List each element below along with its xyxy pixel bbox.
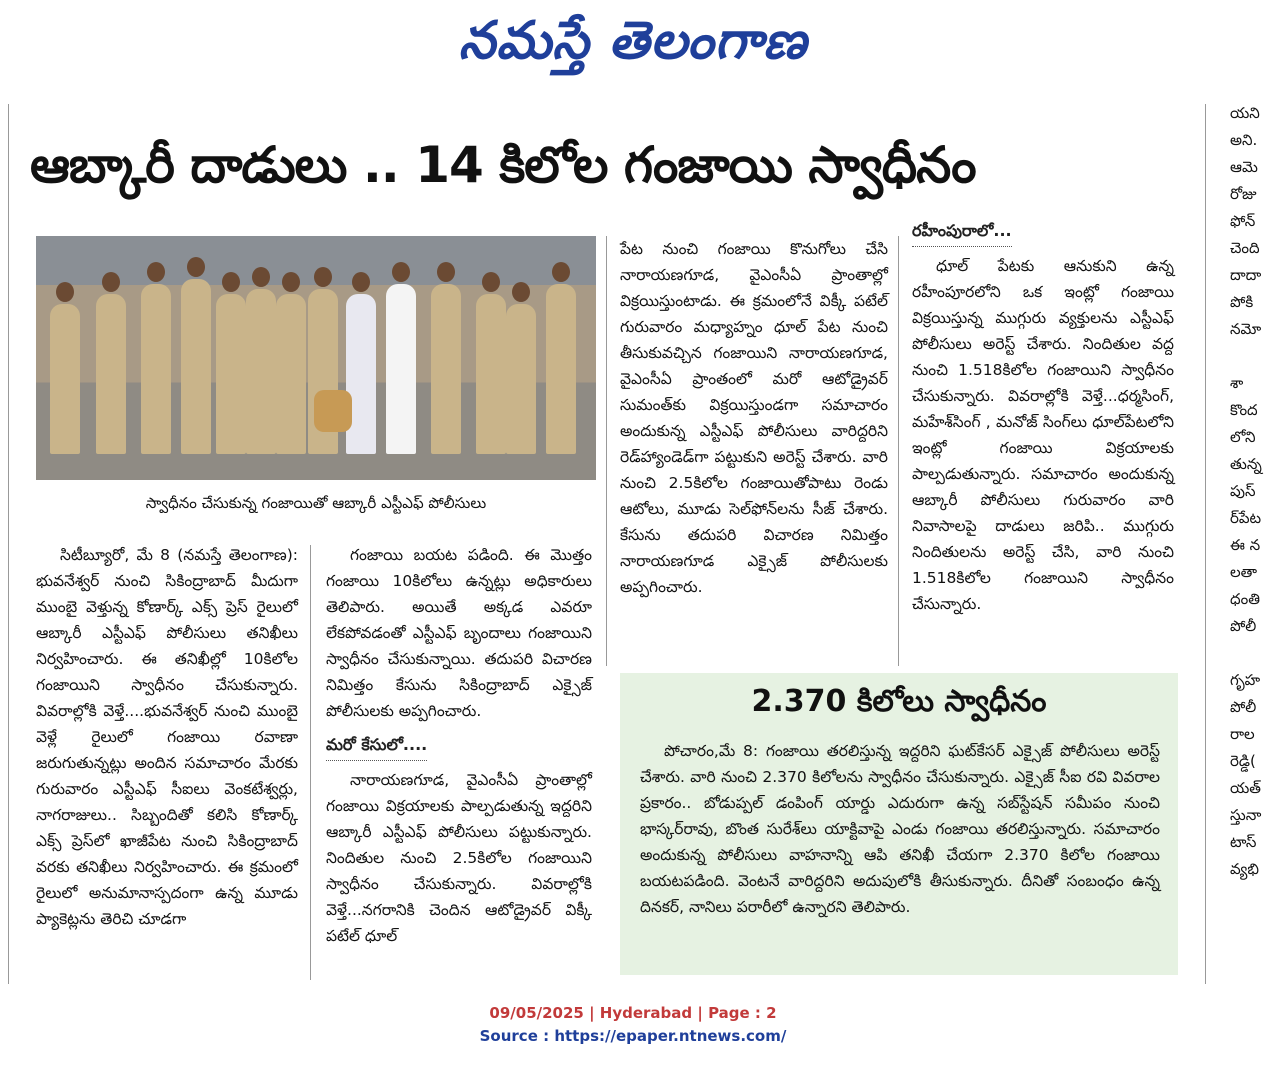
edge-fragment: పుస్	[1230, 482, 1256, 500]
footer-source-line: Source : https://epaper.ntnews.com/	[479, 1027, 787, 1045]
column-2-text-a: గంజాయి బయట పడింది. ఈ మొత్తం గంజాయి 10కిలోలు ఉన్నట్లు అధికారులు తెలిపారు. అయితే అక్కడ ఎవరూ లేకపోవడంతో ఎస్టీఎఫ్ బృందాలు గంజాయిని స్వాధీనం చేసుకున్నాయి. తదుపరి విచారణ నిమిత్తం కేసును సికింద్రాబాద్ ఎక్సైజ్ పోలీసులకు అప్పగించారు.	[326, 546, 592, 720]
edge-fragment: యత్	[1230, 779, 1261, 797]
box-body	[640, 738, 1160, 920]
edge-fragment: శా	[1230, 374, 1244, 392]
edge-fragment: గృహ	[1230, 671, 1261, 689]
box-title: 2.370 కిలోలు స్వాధీనం	[751, 684, 1047, 719]
column-4-text: ధూల్ పేటకు ఆనుకుని ఉన్న రహీంపూరలోని ఒక ఇంట్లో గంజాయి విక్రయిస్తున్న ముగ్గురు వ్యక్తులను ఎస్టీఎఫ్ పోలీసులు అరెస్ట్ చేశారు. నిందితుల వద్ద నుంచి 1.518కిలోల గంజాయిని స్వాధీనం చేసుకున్నారు. వివరాల్లోకి వెళ్తే...ధర్మసింగ్, మహేశ్‌సింగ్ , మనోజ్ సింగ్‌లు ధూల్‌పేటలోని ఇంట్లో గంజాయి విక్రయాలకు పాల్పడుతున్నారు. సమాచారం అందుకున్న ఆబ్కారీ పోలీసులు గురువారం వారి నివాసాలపై దాడులు జరిపి.. ముగ్గురు నిందితులను అరెస్ట్ చేసి, వారి నుంచి 1.518కిలోల గంజాయిని స్వాధీనం చేసున్నారు.	[912, 257, 1174, 613]
edge-fragment: అని.	[1230, 131, 1258, 149]
edge-fragment: రెడ్డి(	[1230, 752, 1256, 770]
edge-fragment: ఫోన్	[1230, 212, 1256, 230]
subhead-another-case: మరో కేసులో....	[326, 732, 427, 761]
edge-fragment: పోకి	[1230, 293, 1254, 311]
box-body-text: పోచారం,మే 8: గంజాయి తరలిస్తున్న ఇద్దరిని ఘట్‌కేసర్ ఎక్సైజ్ పోలీసులు అరెస్ట్ చేశారు. వారి నుంచి 2.370 కిలోలను స్వాధీనం చేసుకున్నారు. ఎక్సైజ్ సీఐ రవి వివరాల ప్రకారం.. బోడుప్పల్ డంపింగ్ యార్డు ఎదురుగా ఉన్న సబ్‌స్టేషన్ సమీపం నుంచి భాస్కర్‌రావు, బొంత సురేశ్‌లు యాక్టివాపై ఎండు గంజాయి తరలిస్తున్నారు. సమాచారం అందుకున్న పోలీసులు వాహనాన్ని ఆపి తనిఖీ చేయగా 2.370 కిలోల గంజాయి బయటపడింది. వెంటనే వారిద్దరిని అదుపులోకి తీసుకున్నారు. దీనితో సంబంధం ఉన్న దినకర్, నానిలు పరారీలో ఉన్నారని తెలిపారు.	[640, 742, 1160, 916]
edge-fragment: లతా	[1230, 563, 1258, 581]
column-3	[620, 236, 888, 600]
col-divider-2	[606, 236, 607, 666]
edge-fragment: ర్‌పేట	[1230, 509, 1262, 527]
edge-fragment: స్తునా	[1230, 806, 1262, 824]
edge-fragment: పోలీ	[1230, 698, 1257, 716]
edge-fragment: టాస్	[1230, 833, 1257, 851]
column-4	[912, 218, 1174, 617]
edge-fragment	[1230, 343, 1266, 370]
edge-fragment	[1230, 640, 1266, 667]
edge-fragment: పోలీ	[1230, 617, 1257, 635]
edge-fragment: వ్యభి	[1230, 860, 1259, 878]
column-1	[36, 542, 298, 932]
column-2-text-b: నారాయణగూడ, వైఎంసీఏ ప్రాంతాల్లో గంజాయి విక్రయాలకు పాల్పడుతున్న ఇద్దరిని ఆబ్కారీ ఎస్టీఎఫ్ పోలీసులు పట్టుకున్నారు. నిందితుల నుంచి 2.5కిలోల గంజాయిని స్వాధీనం చేసుకున్నారు. వివరాల్లోకి వెళ్తే...నగరానికి చెందిన ఆటోడ్రైవర్ విక్కీ పటేల్ ధూల్	[326, 771, 592, 945]
col-divider-3	[898, 236, 899, 666]
right-edge-column	[1230, 100, 1266, 883]
edge-fragment: దాదా	[1230, 266, 1262, 284]
subhead-rahimpura: రహీంపురాలో...	[912, 218, 1012, 247]
edge-fragment: ఆమె	[1230, 158, 1258, 176]
edge-fragment: యని	[1230, 104, 1260, 122]
column-3-text: పేట నుంచి గంజాయి కొనుగోలు చేసి నారాయణగూడ, వైఎంసీఏ ప్రాంతాల్లో విక్రయిస్తుంటాడు. ఈ క్రమంలోనే విక్కీ పటేల్ గురువారం మధ్యాహ్నం ధూల్ పేట నుంచి తీసుకువచ్చిన గంజాయిని నారాయణగూడ, వైఎంసీఏ ప్రాంతంలో మరో ఆటోడ్రైవర్ సుమంత్‌కు విక్రయిస్తుండగా సమాచారం అందుకున్న ఎస్టీఎఫ్ పోలీసులు వారిద్దరిని రెడ్‌హ్యాండెడ్‌గా పట్టుకుని అరెస్ట్ చేశారు. వారి నుంచి 2.5కిలోల గంజాయితోపాటు రెండు ఆటోలు, మూడు సెల్‌ఫోన్‌లను సీజ్ చేశారు. కేసును తదుపరి విచారణ నిమిత్తం నారాయణగూడ ఎక్సైజ్ పోలీసులకు అప్పగించారు.	[620, 240, 888, 596]
edge-fragment: తున్న	[1230, 455, 1262, 473]
edge-fragment: ధంతి	[1230, 590, 1260, 608]
left-rule	[8, 104, 9, 984]
edge-fragment: లోని	[1230, 428, 1256, 446]
column-1-text: సిటీబ్యూరో, మే 8 (నమస్తే తెలంగాణ): భువనేశ్వర్ నుంచి సికింద్రాబాద్ మీదుగా ముంబై వెళ్తున్న కోణార్క్ ఎక్స్ ప్రెస్ రైలులో ఆబ్కారీ ఎస్టీఎఫ్ పోలీసులు తనిఖీలు నిర్వహించారు. ఈ తనిఖీల్లో 10కిలోల గంజాయిని స్వాధీనం చేసుకున్నారు. వివరాల్లోకి వెళ్తే....భువనేశ్వర్ నుంచి ముంబై వెళ్లే రైలులో గంజాయి రవాణా జరుగుతున్నట్లు అందిన సమాచారం మేరకు గురువారం ఎస్టీఎఫ్ సీఐలు వెంకటేశ్వర్లు, నాగరాజులు.. సిబ్బందితో కలిసి కోణార్క్ ఎక్స్ ప్రెస్‌లో ఖాజీపేట నుంచి సికింద్రాబాద్ వరకు తనిఖీలు నిర్వహించారు. ఈ క్రమంలో రైలులో అనుమానాస్పదంగా ఉన్న మూడు ప్యాకెట్లను తెరిచి చూడగా	[36, 546, 298, 928]
edge-fragment: రాల	[1230, 725, 1255, 743]
edge-fragment: ఈ న	[1230, 536, 1261, 554]
edge-fragment: రోజు	[1230, 185, 1257, 203]
photo-caption: స్వాధీనం చేసుకున్న గంజాయితో ఆబ్కారీ ఎస్టీఎఫ్ పోలీసులు	[145, 494, 487, 512]
footer-date-line: 09/05/2025 | Hyderabad | Page : 2	[489, 1004, 777, 1022]
column-2	[326, 542, 592, 949]
headline: ఆబ్కారీ దాడులు .. 14 కిలోల గంజాయి స్వాధీనం	[30, 136, 976, 194]
right-rule	[1205, 104, 1206, 984]
news-photo	[36, 236, 596, 480]
masthead	[0, 0, 1266, 95]
edge-fragment: నమో	[1230, 320, 1262, 338]
edge-fragment: కొంద	[1230, 401, 1258, 419]
masthead-title: నమస్తే తెలంగాణ	[458, 11, 808, 71]
edge-fragment: చెంది	[1230, 239, 1260, 257]
col-divider-1	[310, 545, 311, 980]
